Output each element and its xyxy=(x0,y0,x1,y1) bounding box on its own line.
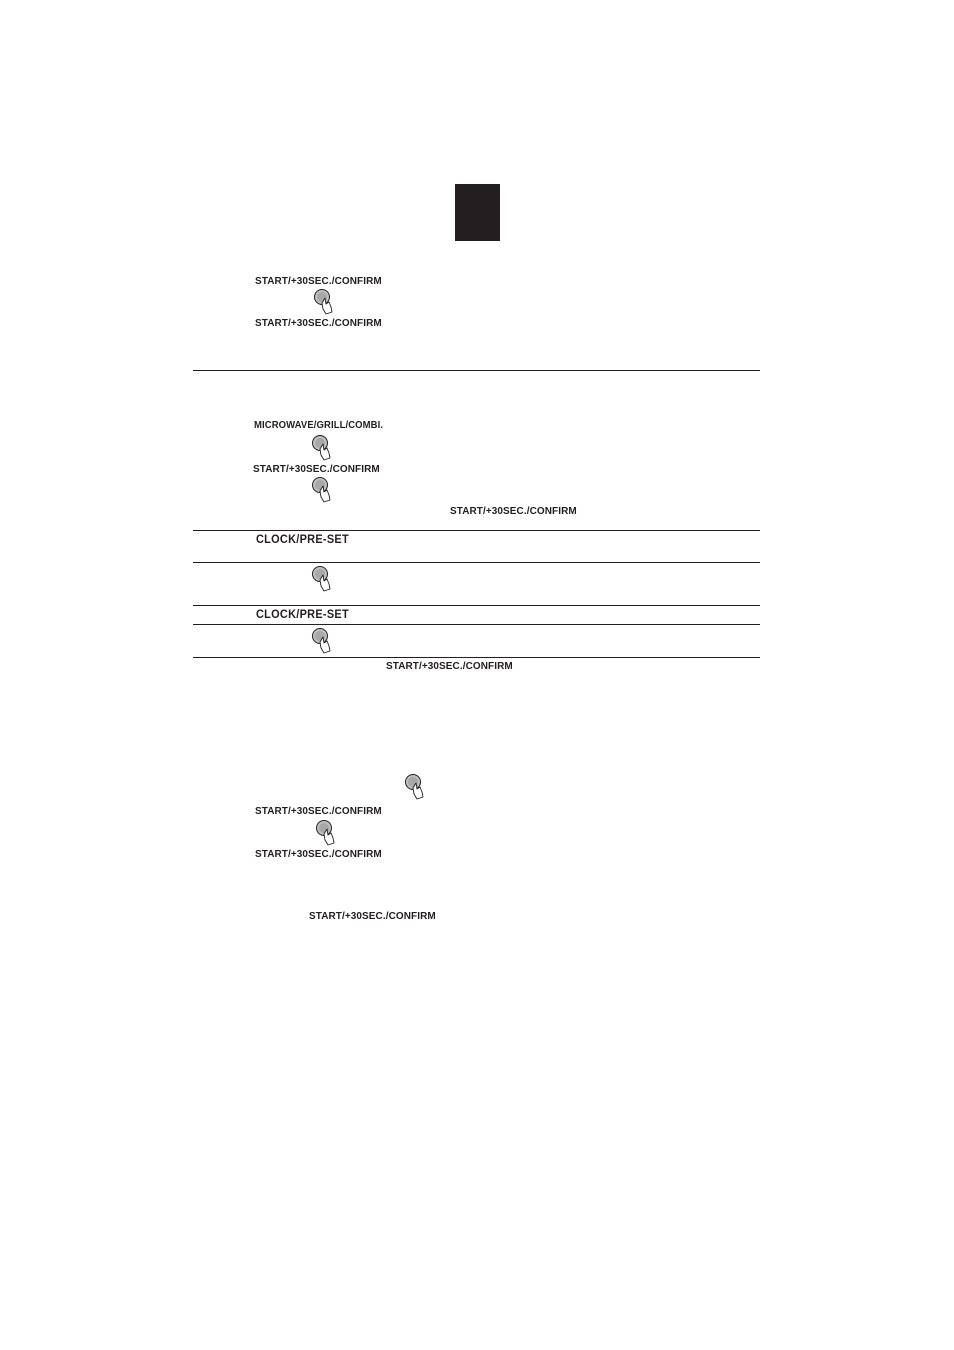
table-rule xyxy=(193,657,760,658)
start-confirm-label: START/+30SEC./CONFIRM xyxy=(309,910,436,922)
start-confirm-label: START/+30SEC./CONFIRM xyxy=(255,848,382,860)
start-confirm-label: START/+30SEC./CONFIRM xyxy=(255,805,382,817)
dial-knob-hand-icon xyxy=(310,475,334,505)
section-tab xyxy=(455,184,500,241)
start-confirm-label: START/+30SEC./CONFIRM xyxy=(253,463,380,475)
dial-knob-hand-icon xyxy=(312,287,336,317)
clock-preset-label: CLOCK/PRE-SET xyxy=(256,609,349,621)
start-confirm-label: START/+30SEC./CONFIRM xyxy=(255,317,382,329)
start-confirm-label: START/+30SEC./CONFIRM xyxy=(386,660,513,672)
start-confirm-label: START/+30SEC./CONFIRM xyxy=(255,275,382,287)
table-rule xyxy=(193,624,760,625)
start-confirm-label: START/+30SEC./CONFIRM xyxy=(450,505,577,517)
dial-knob-hand-icon xyxy=(310,564,334,594)
dial-knob-hand-icon xyxy=(314,818,338,848)
table-rule xyxy=(193,605,760,606)
microwave-grill-combi-label: MICROWAVE/GRILL/COMBI. xyxy=(254,420,384,431)
dial-knob-hand-icon xyxy=(403,772,427,802)
divider xyxy=(193,370,760,371)
dial-knob-hand-icon xyxy=(310,433,334,463)
dial-knob-hand-icon xyxy=(310,626,334,656)
clock-preset-label: CLOCK/PRE-SET xyxy=(256,534,349,546)
table-rule xyxy=(193,530,760,531)
table-rule xyxy=(193,562,760,563)
